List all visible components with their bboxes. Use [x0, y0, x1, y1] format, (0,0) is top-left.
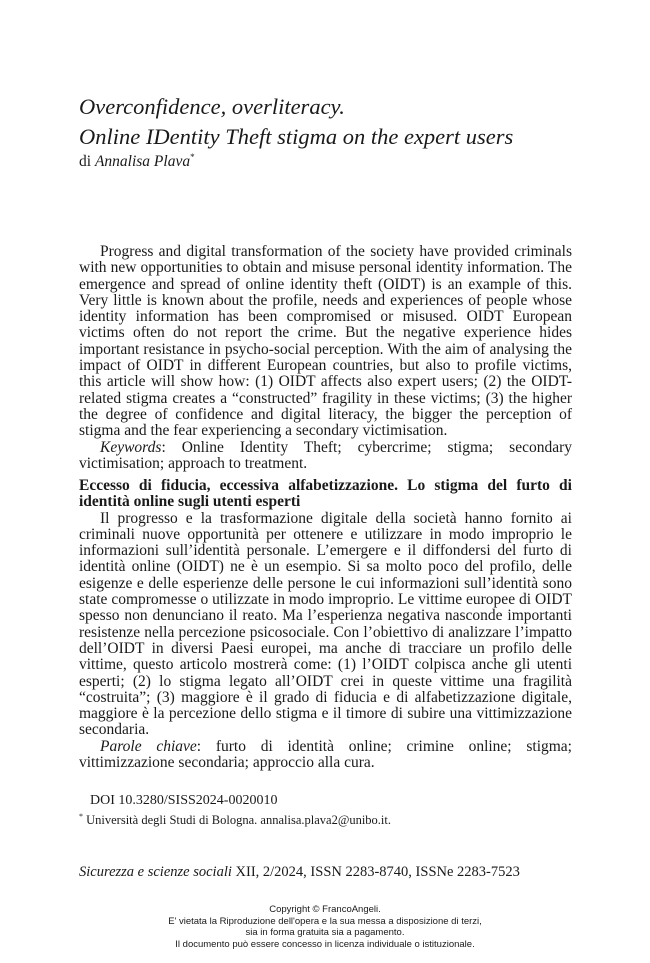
english-abstract	[79, 244, 572, 472]
italian-abstract-heading: Eccesso di fiducia, eccessiva alfabetizzazione. Lo stigma del furto di identità online sugli utenti esperti	[79, 477, 572, 511]
author-name: Annalisa Plava	[94, 153, 191, 171]
title-line-2: Online IDentity Theft stigma on the expert users	[79, 124, 514, 149]
copyright-line: Il documento può essere concesso in licenza individuale o istituzionale.	[175, 938, 475, 950]
italian-abstract	[79, 478, 572, 771]
footnote-text: Università degli Studi di Bologna. annalisa.plava2@unibo.it.	[86, 813, 391, 828]
copyright-line: Copyright © FrancoAngeli.	[269, 904, 381, 915]
italian-keywords	[79, 739, 572, 772]
article-title	[79, 92, 599, 152]
author-affiliation-footnote	[79, 812, 391, 828]
copyright-line: sia in forma gratuita sia a pagamento.	[245, 927, 405, 939]
copyright-line: E' vietata la Riproduzione dell'opera e la sua messa a disposizione di terzi,	[168, 915, 482, 927]
copyright-notice	[0, 904, 650, 950]
journal-details: XII, 2/2024, ISSN 2283-8740, ISSNe 2283-7523	[231, 864, 520, 880]
english-abstract-body: Progress and digital transformation of the society have provided criminals with new opportunities to obtain and misuse personal identity information. The emergence and spread of online identity theft (OIDT) is an example of this. Very little is known about the profile, needs and experiences of people whose identity information has been compromised or misused. OIDT European victims often do not report the crime. But the negative experience hides important resistance in psycho-social perception. With the aim of analysing the impact of OIDT in different European countries, but also to profile victims, this article will show how: (1) OIDT affects also expert users; (2) the OIDT-related stigma creates a “constructed” fragility in these victims; (3) the higher the degree of confidence and digital literacy, the bigger the perception of stigma and the fear experiencing a secondary victimisation.	[79, 243, 572, 440]
byline	[79, 152, 195, 171]
italian-keywords-label: Parole chiave	[100, 737, 197, 755]
english-keywords-text: : Online Identity Theft; cybercrime; stigma; secondary victimisation; approach to treatment.	[79, 438, 572, 472]
title-line-1: Overconfidence, overliteracy.	[79, 94, 345, 119]
english-keywords	[79, 440, 572, 473]
doi: DOI 10.3280/SISS2024-0020010	[90, 793, 278, 808]
byline-prefix: di	[79, 153, 92, 171]
author-footnote-mark: *	[190, 152, 195, 162]
italian-keywords-text: : furto di identità online; crimine online; stigma; vittimizzazione secondaria; approccio alla cura.	[79, 737, 572, 772]
journal-name: Sicurezza e scienze sociali	[79, 864, 232, 880]
journal-citation	[79, 864, 520, 881]
english-keywords-label: Keywords	[100, 438, 162, 456]
footnote-mark: *	[79, 812, 83, 821]
italian-abstract-body: Il progresso e la trasformazione digitale della società hanno fornito ai criminali nuove opportunità per ottenere e utilizzare in modo improprio le informazioni sull’identità personale. L’emergere e il diffondersi del furto di identità online (OIDT) ne è un esempio. Si sa molto poco del profilo, delle esigenze e delle esperienze delle persone le cui informazioni sull’identità sono state compromesse o utilizzate in modo improprio. Le vittime europee di OIDT spesso non denunciano il reato. Ma l’esperienza negativa nasconde importanti resistenze nella percezione psicosociale. Con l’obiettivo di analizzare l’impatto dell’OIDT in diversi Paesi europei, ma anche di tracciare un profilo delle vittime, questo articolo mostrerà come: (1) l’OIDT colpisca anche gli utenti esperti; (2) lo stigma legato all’OIDT crei in queste vittime una fragilità “costruita”; (3) maggiore è il grado di fiducia e di alfabetizzazione digitale, maggiore è la percezione dello stigma e il timore di subire una vittimizzazione secondaria.	[79, 509, 572, 739]
